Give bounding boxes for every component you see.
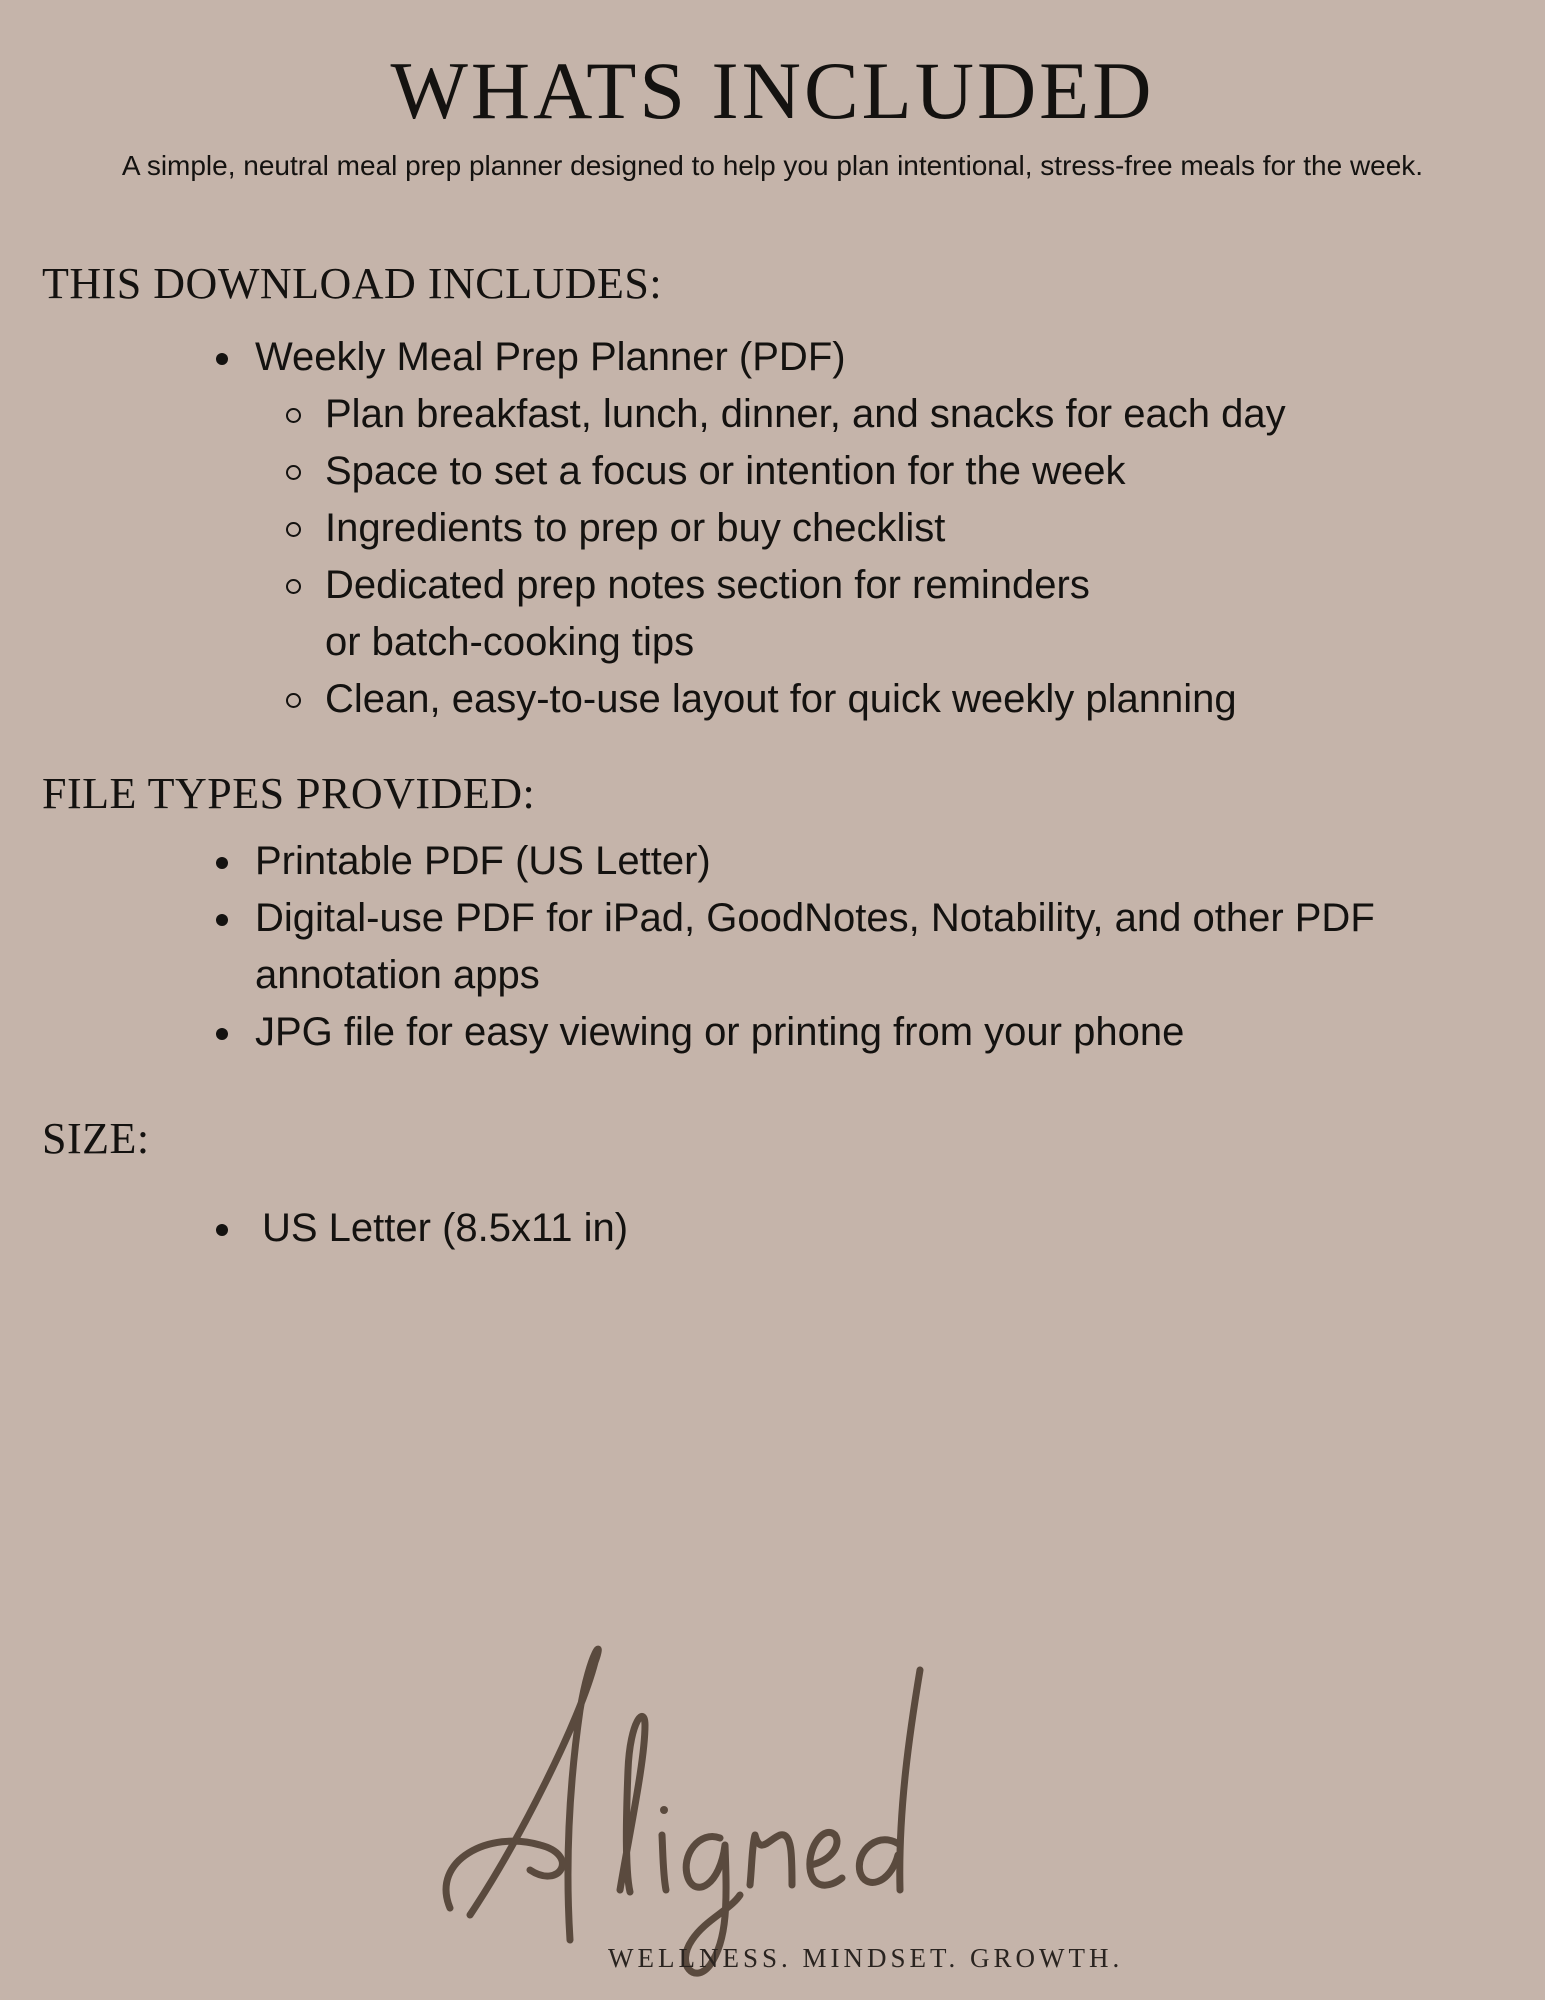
aligned-logo: [430, 1640, 970, 1980]
includes-sub-list: [282, 386, 1492, 728]
sub-list-item: Space to set a focus or intention for the week: [282, 443, 1492, 500]
main-item-label: Weekly Meal Prep Planner (PDF): [255, 335, 846, 379]
includes-list: [212, 329, 1492, 728]
sub-list-item: Clean, easy-to-use layout for quick weekly planning: [282, 671, 1492, 728]
file-types-heading: FILE TYPES PROVIDED:: [42, 769, 536, 818]
page-subtitle: A simple, neutral meal prep planner designed to help you plan intentional, stress-free meals for the week.: [121, 150, 1424, 181]
sub-list-item: Plan breakfast, lunch, dinner, and snacks for each day: [282, 386, 1492, 443]
includes-heading: THIS DOWNLOAD INCLUDES:: [42, 259, 663, 308]
list-item: [212, 329, 1492, 728]
list-item: JPG file for easy viewing or printing from your phone: [212, 1004, 1492, 1061]
size-list: [212, 1200, 1492, 1257]
page-title: WHATS INCLUDED: [390, 45, 1155, 136]
sub-list-item: Ingredients to prep or buy checklist: [282, 500, 1492, 557]
size-heading: SIZE:: [42, 1114, 150, 1163]
list-item: Printable PDF (US Letter): [212, 833, 1492, 890]
list-item: Digital-use PDF for iPad, GoodNotes, Notability, and other PDF annotation apps: [212, 890, 1492, 1004]
file-types-list: [212, 833, 1492, 1061]
list-item: US Letter (8.5x11 in): [212, 1200, 1492, 1257]
brand-tagline: WELLNESS. MINDSET. GROWTH.: [608, 1943, 1124, 1973]
sub-list-item: Dedicated prep notes section for reminders or batch-cooking tips: [282, 557, 1492, 671]
